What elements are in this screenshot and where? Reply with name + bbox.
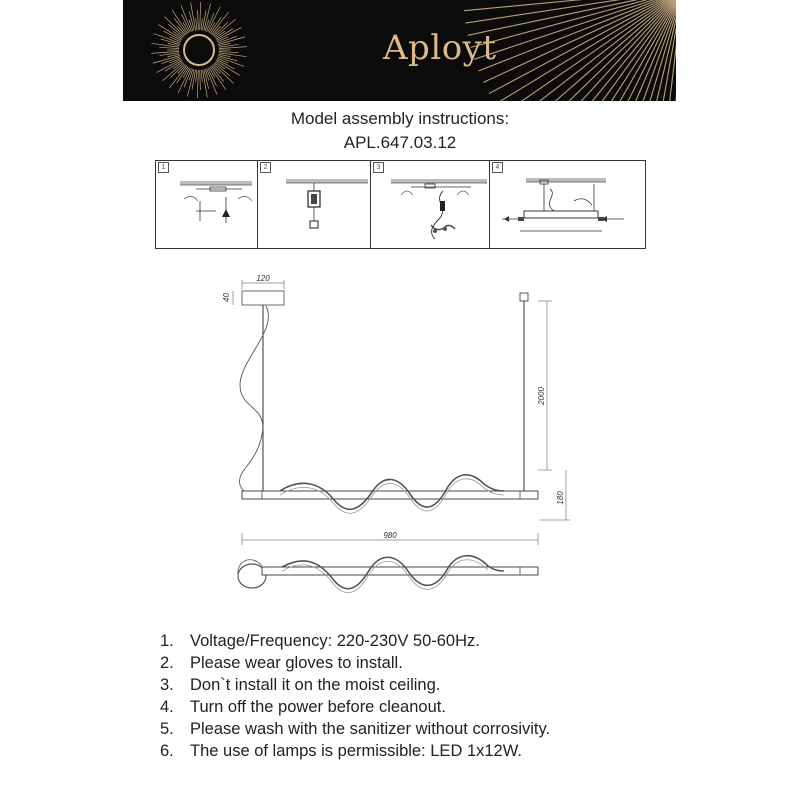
dim-canopy-width: 120: [256, 274, 270, 283]
model-number: APL.647.03.12: [343, 133, 457, 152]
dim-lamp-width: 980: [383, 531, 397, 540]
list-item: 2. Please wear gloves to install.: [160, 654, 403, 672]
page-title: Model assembly instructions:: [290, 109, 510, 128]
dim-lamp-height: 180: [556, 491, 565, 505]
step-number: 3: [373, 162, 384, 173]
instructions-list: [160, 630, 550, 762]
lamp-top-view: [238, 556, 538, 593]
dim-cable-length: 2000: [537, 387, 546, 405]
lamp-front-view: [242, 475, 538, 513]
step-number: 1: [158, 162, 169, 173]
step-number: 4: [492, 162, 503, 173]
list-item: 1. Voltage/Frequency: 220-230V 50-60Hz.: [160, 632, 480, 650]
brand-name: Aployt: [383, 28, 497, 68]
list-item: 3. Don`t install it on the moist ceiling.: [160, 676, 441, 694]
power-cord: [239, 306, 268, 494]
list-item: 5. Please wash with the sanitizer without corrosivity.: [160, 720, 551, 738]
dim-canopy-height: 40: [222, 293, 231, 302]
list-item: 6. The use of lamps is permissible: LED 1x12W.: [160, 742, 522, 760]
step-number: 2: [260, 162, 271, 173]
canopy: [242, 291, 284, 305]
list-item: 4. Turn off the power before cleanout.: [160, 698, 446, 716]
